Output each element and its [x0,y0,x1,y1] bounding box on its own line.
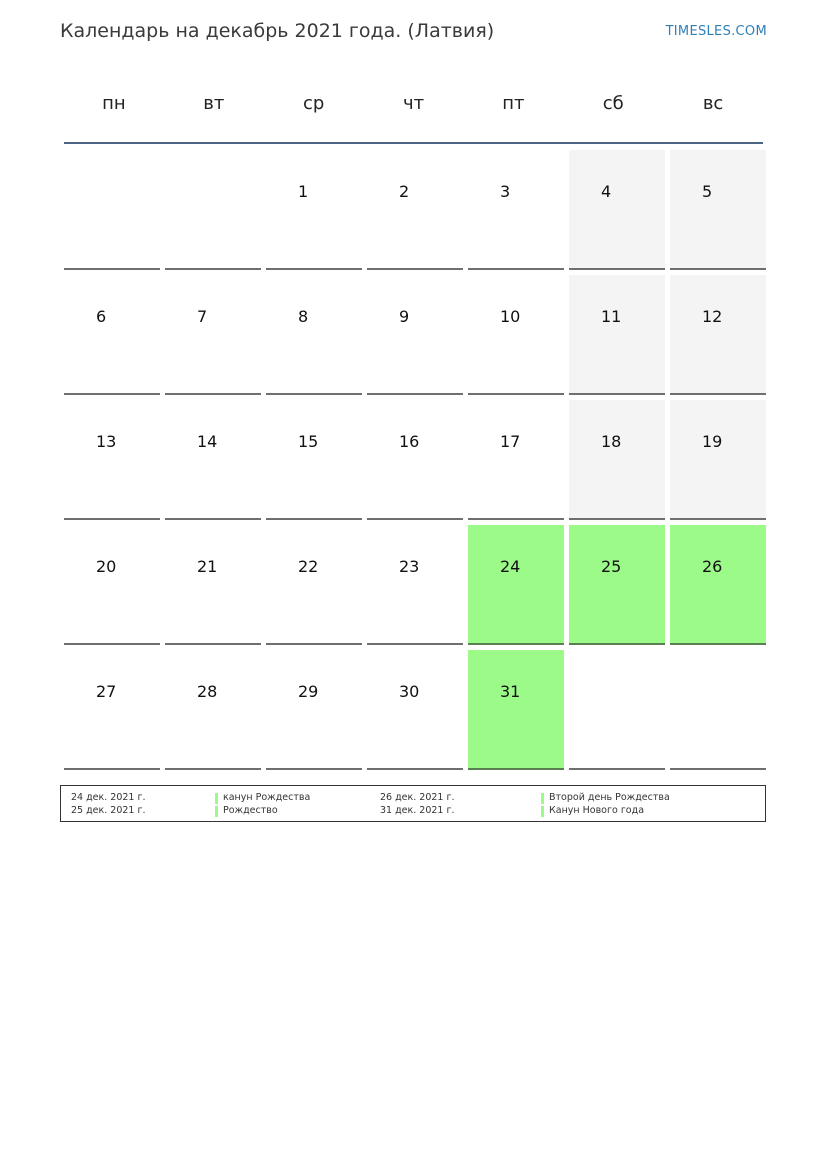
legend-holiday-name: Рождество [223,805,278,816]
day-number: 15 [298,432,319,451]
brand-link[interactable]: TIMESLES.COM [665,24,767,39]
day-cell [670,275,766,395]
weekday-label: чт [402,93,425,114]
day-number: 11 [601,307,622,326]
empty-day-cell [64,150,160,270]
legend-date: 26 дек. 2021 г. [380,792,455,803]
weekday-label: вт [203,93,225,114]
day-number: 1 [298,182,309,201]
day-number: 8 [298,307,309,326]
day-number: 13 [96,432,117,451]
day-cell [64,525,160,645]
day-cell [165,400,261,520]
holiday-legend [60,785,766,822]
day-number: 25 [601,557,622,576]
day-cell [367,150,463,270]
day-cell [367,275,463,395]
day-cell [165,650,261,770]
day-cell [670,150,766,270]
weekday-label: пт [502,93,525,114]
day-cell [64,400,160,520]
legend-holiday-name: Второй день Рождества [549,792,670,803]
day-number: 17 [500,432,521,451]
day-number: 14 [197,432,218,451]
calendar-grid [64,150,768,770]
day-number: 24 [500,557,521,576]
legend-color-marker [215,793,218,804]
legend-holiday-name: канун Рождества [223,792,311,803]
day-number: 3 [500,182,511,201]
legend-date: 25 дек. 2021 г. [71,805,146,816]
day-number: 5 [702,182,713,201]
day-cell [367,650,463,770]
day-cell [64,650,160,770]
day-cell [367,400,463,520]
day-cell [569,400,665,520]
empty-day-cell [569,650,665,770]
day-number: 18 [601,432,622,451]
day-number: 6 [96,307,107,326]
day-cell [165,275,261,395]
weekday-label: сб [602,93,624,114]
day-number: 29 [298,682,319,701]
day-number: 31 [500,682,521,701]
day-cell [468,525,564,645]
day-cell [468,275,564,395]
day-cell [266,525,362,645]
day-cell [569,275,665,395]
day-cell [569,150,665,270]
legend-date: 24 дек. 2021 г. [71,792,146,803]
legend-color-marker [541,793,544,804]
day-number: 23 [399,557,420,576]
day-cell [64,275,160,395]
day-cell [468,650,564,770]
day-number: 2 [399,182,410,201]
day-number: 27 [96,682,117,701]
empty-day-cell [670,650,766,770]
day-cell [266,650,362,770]
day-number: 12 [702,307,723,326]
day-cell [165,525,261,645]
weekday-label: ср [302,93,325,114]
weekday-header [64,80,763,144]
day-number: 9 [399,307,410,326]
legend-date: 31 дек. 2021 г. [380,805,455,816]
day-cell [367,525,463,645]
day-cell [266,275,362,395]
legend-color-marker [541,806,544,817]
empty-day-cell [165,150,261,270]
day-cell [468,400,564,520]
day-number: 26 [702,557,723,576]
day-cell [670,525,766,645]
day-cell [670,400,766,520]
day-number: 7 [197,307,208,326]
day-cell [569,525,665,645]
day-number: 28 [197,682,218,701]
day-number: 30 [399,682,420,701]
day-number: 10 [500,307,521,326]
weekday-label: вс [702,93,724,114]
day-number: 20 [96,557,117,576]
day-cell [266,400,362,520]
day-number: 4 [601,182,612,201]
day-number: 16 [399,432,420,451]
day-number: 21 [197,557,218,576]
day-number: 22 [298,557,319,576]
day-cell [468,150,564,270]
page-title: Календарь на декабрь 2021 года. (Латвия) [60,20,495,42]
day-number: 19 [702,432,723,451]
legend-holiday-name: Канун Нового года [549,805,645,816]
weekday-label: пн [102,93,126,114]
legend-color-marker [215,806,218,817]
day-cell [266,150,362,270]
